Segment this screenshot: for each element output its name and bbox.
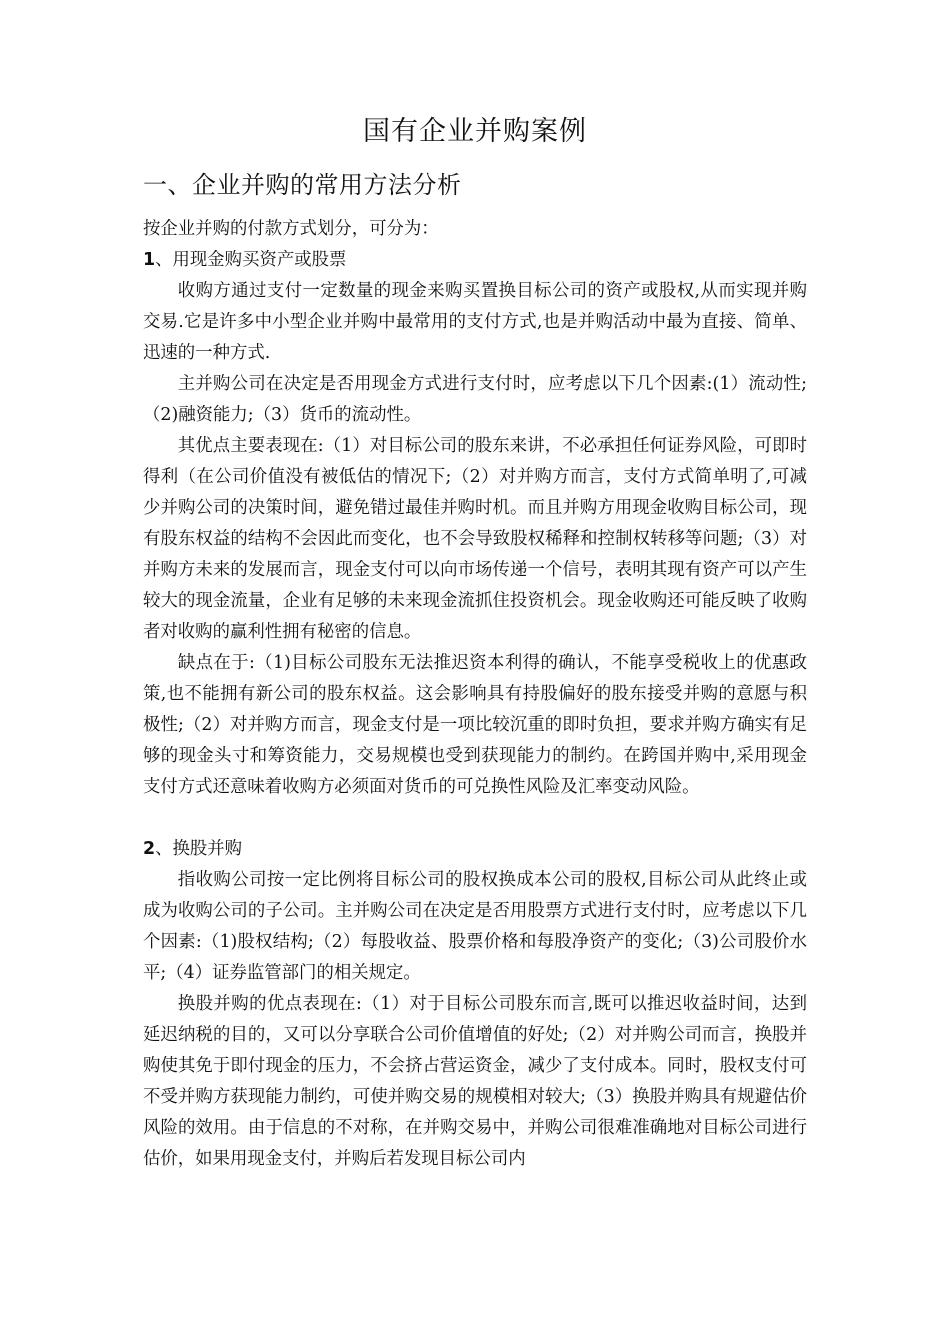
subheading-1 <box>143 245 807 276</box>
sub1-paragraph-1: 收购方通过支付一定数量的现金来购买置换目标公司的资产或股权,从而实现并购交易.它是许多中小型企业并购中最常用的支付方式,也是并购活动中最为直接、简单、迅速的一种方式. <box>143 281 807 363</box>
intro-paragraph: 按企业并购的付款方式划分，可分为： <box>143 219 439 239</box>
sub1-paragraph-2: 主并购公司在决定是否用现金方式进行支付时，应考虑以下几个因素:(1）流动性;（2)融资能力;（3）货币的流动性。 <box>143 374 807 425</box>
sub1-paragraph-3: 其优点主要表现在:（1）对目标公司的股东来讲，不必承担任何证券风险，可即时得利（在公司价值没有被低估的情况下;（2）对并购方而言，支付方式简单明了,可减少并购公司的决策时间，避免错过最佳并购时机。而且并购方用现金收购目标公司，现有股东权益的结构不会因此而变化，也不会导致股权稀释和控制权转移等问题;（3）对并购方未来的发展而言，现金支付可以向市场传递一个信号，表明其现有资产可以产生较大的现金流量，企业有足够的未来现金流抓住投资机会。现金收购还可能反映了收购者对收购的赢利性拥有秘密的信息。 <box>143 436 807 642</box>
subheading-1-title: 、用现金购买资产或股票 <box>155 250 347 270</box>
subheading-2-title: 、换股并购 <box>155 839 243 859</box>
sub2-paragraph-2: 换股并购的优点表现在:（1）对于目标公司股东而言,既可以推迟收益时间，达到延迟纳税的目的，又可以分享联合公司价值增值的好处;（2）对并购公司而言，换股并购使其免于即付现金的压力，不会挤占营运资金，减少了支付成本。同时，股权支付可不受并购方获现能力制约，可使并购交易的规模相对较大;（3）换股并购具有规避估价风险的效用。由于信息的不对称，在并购交易中，并购公司很难准确地对目标公司进行估价，如果用现金支付，并购后若发现目标公司内 <box>143 994 807 1169</box>
paragraph-spacer <box>143 803 807 834</box>
sub2-paragraph-1: 指收购公司按一定比例将目标公司的股权换成本公司的股权,目标公司从此终止或成为收购公司的子公司。主并购公司在决定是否用股票方式进行支付时，应考虑以下几个因素:（1)股权结构;（2）每股收益、股票价格和每股净资产的变化;（3)公司股价水平;（4）证券监管部门的相关规定。 <box>143 870 807 983</box>
subheading-2-number: 2 <box>143 839 156 859</box>
subheading-2 <box>143 834 807 865</box>
subheading-1-number: 1 <box>143 250 156 270</box>
sub1-paragraph-4: 缺点在于:（1)目标公司股东无法推迟资本利得的确认，不能享受税收上的优惠政策,也不能拥有新公司的股东权益。这会影响具有持股偏好的股东接受并购的意愿与积极性;（2）对并购方而言，现金支付是一项比较沉重的即时负担，要求并购方确实有足够的现金头寸和筹资能力，交易规模也受到获现能力的制约。在跨国并购中,采用现金支付方式还意味着收购方必须面对货币的可兑换性风险及汇率变动风险。 <box>143 653 807 797</box>
document-title: 国有企业并购案例 <box>363 116 587 147</box>
document-body <box>143 214 807 1175</box>
section-heading-1: 一、企业并购的常用方法分析 <box>143 171 462 199</box>
